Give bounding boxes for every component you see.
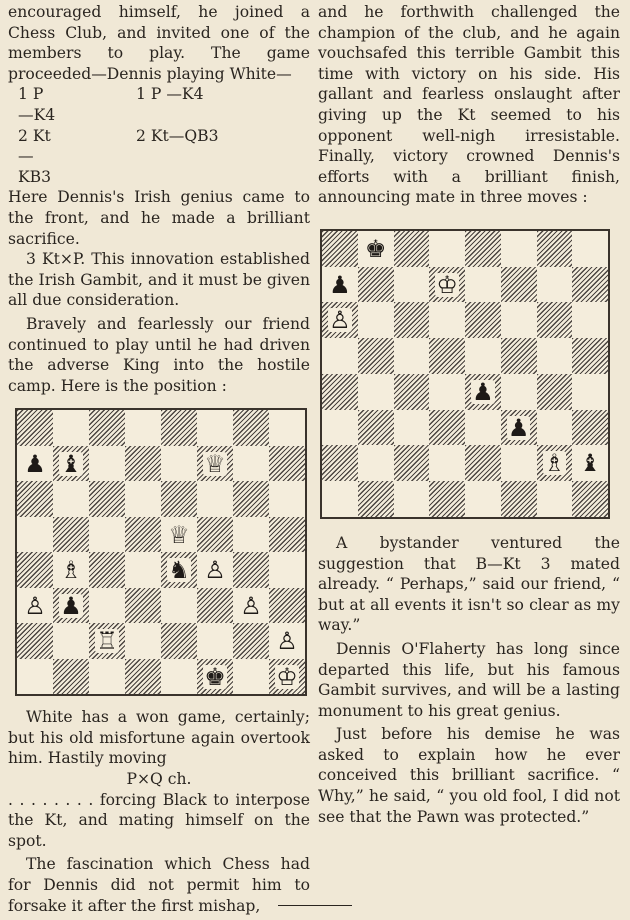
board-square bbox=[358, 302, 394, 338]
board-square bbox=[89, 410, 125, 446]
board-square bbox=[537, 445, 573, 481]
board-square bbox=[394, 267, 430, 303]
black-move-2: 2 Kt—QB3 bbox=[136, 126, 219, 145]
board-square bbox=[269, 410, 305, 446]
board-square bbox=[322, 445, 358, 481]
chess-piece: ♚ bbox=[204, 662, 226, 691]
board-square bbox=[537, 231, 573, 267]
board-square bbox=[537, 410, 573, 446]
white-move-1: 1 P —K4 bbox=[18, 85, 56, 124]
board-square bbox=[233, 410, 269, 446]
board-square bbox=[197, 481, 233, 517]
board-square bbox=[465, 410, 501, 446]
board-square bbox=[394, 410, 430, 446]
board-square bbox=[89, 517, 125, 553]
chess-piece: ♟ bbox=[60, 591, 82, 620]
board-square bbox=[537, 374, 573, 410]
board-square bbox=[89, 481, 125, 517]
chess-piece: ♝ bbox=[60, 449, 82, 478]
chess-piece: ♙ bbox=[329, 306, 351, 335]
board-square bbox=[501, 231, 537, 267]
section-divider bbox=[278, 905, 352, 906]
board-square bbox=[465, 481, 501, 517]
board-square bbox=[358, 267, 394, 303]
board-square bbox=[429, 338, 465, 374]
board-square bbox=[233, 517, 269, 553]
chess-piece: ♞ bbox=[168, 556, 190, 585]
board-square bbox=[89, 623, 125, 659]
board-square bbox=[233, 623, 269, 659]
chess-piece: ♚ bbox=[364, 234, 387, 263]
board-square bbox=[125, 410, 161, 446]
board-square bbox=[17, 659, 53, 695]
board-square bbox=[17, 410, 53, 446]
left-column bbox=[8, 2, 310, 916]
board-square bbox=[429, 231, 465, 267]
board-square bbox=[322, 410, 358, 446]
board-square bbox=[322, 267, 358, 303]
board-square bbox=[358, 410, 394, 446]
board-square bbox=[322, 338, 358, 374]
board-square bbox=[358, 338, 394, 374]
chess-piece: ♖ bbox=[96, 627, 118, 656]
chess-diagram-1 bbox=[15, 408, 307, 696]
paragraph: Bravely and fearlessly our friend continued to play until he had driven the adverse King into the hostile camp. Here is the position : bbox=[8, 314, 310, 395]
board-square bbox=[89, 659, 125, 695]
board-square bbox=[269, 623, 305, 659]
paragraph: and he forthwith challenged the champion of the club, and he again vouchsafed this terrible Gambit this time with victory on his side. His gallant and fearless onslaught after giving up the Kt seemed to his opponent well-nigh irresistable. Finally, victory crowned Dennis's efforts with a brilliant finish, announcing mate in three moves : bbox=[318, 3, 620, 207]
board-square bbox=[429, 481, 465, 517]
chess-piece: ♕ bbox=[168, 520, 190, 549]
chess-piece: ♟ bbox=[507, 413, 530, 442]
board-square bbox=[269, 552, 305, 588]
board-square bbox=[89, 446, 125, 482]
chess-piece: ♔ bbox=[276, 662, 298, 691]
board-square bbox=[572, 410, 608, 446]
board-square bbox=[233, 481, 269, 517]
board-square bbox=[501, 481, 537, 517]
board-square bbox=[17, 446, 53, 482]
board-square bbox=[572, 267, 608, 303]
board-square bbox=[537, 267, 573, 303]
board-square bbox=[358, 445, 394, 481]
board-square bbox=[53, 481, 89, 517]
board-square bbox=[269, 481, 305, 517]
board-square bbox=[17, 623, 53, 659]
board-square bbox=[465, 302, 501, 338]
board-square bbox=[322, 374, 358, 410]
board-square bbox=[269, 446, 305, 482]
board-square bbox=[161, 659, 197, 695]
board-square bbox=[125, 446, 161, 482]
paragraph: The fascination which Chess had for Dennis did not permit him to forsake it after the first mishap, bbox=[8, 855, 310, 915]
board-square bbox=[572, 231, 608, 267]
board-square bbox=[269, 588, 305, 624]
right-column bbox=[318, 2, 620, 827]
board-square bbox=[394, 302, 430, 338]
board-square bbox=[17, 552, 53, 588]
board-square bbox=[572, 374, 608, 410]
board-square bbox=[197, 623, 233, 659]
board-square bbox=[89, 552, 125, 588]
board-square bbox=[537, 481, 573, 517]
board-square bbox=[501, 302, 537, 338]
paragraph: A bystander ventured the suggestion that B—Kt 3 mated already. “ Perhaps,” said our friend, “ but at all events it isn't so clear as my way.” bbox=[318, 533, 620, 635]
black-move-1: 1 P —K4 bbox=[136, 85, 204, 104]
board-square bbox=[53, 623, 89, 659]
chess-piece: ♟ bbox=[329, 270, 351, 299]
chessboard bbox=[322, 231, 608, 517]
board-square bbox=[358, 231, 394, 267]
board-square bbox=[53, 588, 89, 624]
paragraph: Just before his demise he was asked to explain how he ever conceived this brilliant sacrifice. “ Why,” he said, “ you old fool, I did not see that the Pawn was protected.” bbox=[318, 725, 620, 826]
board-square bbox=[394, 481, 430, 517]
board-square bbox=[233, 588, 269, 624]
chess-piece: ♙ bbox=[204, 556, 226, 585]
paragraph: . . . . . . . . forcing Black to interpose the Kt, and mating himself on the spot. bbox=[8, 790, 310, 850]
board-square bbox=[53, 517, 89, 553]
board-square bbox=[53, 446, 89, 482]
board-square bbox=[161, 623, 197, 659]
board-square bbox=[161, 481, 197, 517]
paragraph: White has a won game, certainly; but his old misfortune again overtook him. Hastily moving bbox=[8, 708, 310, 768]
board-square bbox=[572, 338, 608, 374]
board-square bbox=[161, 588, 197, 624]
board-square bbox=[429, 445, 465, 481]
board-square bbox=[358, 481, 394, 517]
board-square bbox=[161, 410, 197, 446]
board-square bbox=[394, 374, 430, 410]
board-square bbox=[322, 302, 358, 338]
opening-moves bbox=[18, 84, 310, 187]
chessboard bbox=[17, 410, 305, 694]
board-square bbox=[465, 231, 501, 267]
board-square bbox=[125, 623, 161, 659]
board-square bbox=[197, 659, 233, 695]
chess-piece: ♗ bbox=[60, 556, 82, 585]
board-square bbox=[572, 481, 608, 517]
board-square bbox=[53, 552, 89, 588]
board-square bbox=[89, 588, 125, 624]
board-square bbox=[269, 517, 305, 553]
board-square bbox=[429, 374, 465, 410]
board-square bbox=[429, 410, 465, 446]
board-square bbox=[161, 446, 197, 482]
chess-piece: ♝ bbox=[579, 449, 601, 478]
board-square bbox=[17, 517, 53, 553]
board-square bbox=[501, 445, 537, 481]
white-move-2: 2 Kt—KB3 bbox=[18, 126, 52, 186]
board-square bbox=[501, 267, 537, 303]
board-square bbox=[429, 267, 465, 303]
chess-piece: ♙ bbox=[276, 627, 298, 656]
chess-piece: ♗ bbox=[543, 449, 566, 478]
board-square bbox=[537, 338, 573, 374]
board-square bbox=[17, 588, 53, 624]
board-square bbox=[17, 481, 53, 517]
board-square bbox=[572, 445, 608, 481]
chess-piece: ♕ bbox=[204, 449, 226, 478]
board-square bbox=[53, 659, 89, 695]
board-square bbox=[358, 374, 394, 410]
move-line: P×Q ch. bbox=[126, 770, 192, 789]
board-square bbox=[53, 410, 89, 446]
board-square bbox=[125, 659, 161, 695]
board-square bbox=[322, 481, 358, 517]
board-square bbox=[394, 231, 430, 267]
board-square bbox=[322, 231, 358, 267]
chess-diagram-2 bbox=[320, 229, 610, 519]
paragraph: encouraged himself, he joined a Chess Club, and invited one of the members to play. The game proceeded—Dennis playing White— bbox=[8, 3, 310, 83]
board-square bbox=[269, 659, 305, 695]
board-square bbox=[501, 374, 537, 410]
board-square bbox=[233, 552, 269, 588]
board-square bbox=[197, 588, 233, 624]
board-square bbox=[125, 517, 161, 553]
board-square bbox=[501, 410, 537, 446]
board-square bbox=[233, 659, 269, 695]
board-square bbox=[197, 552, 233, 588]
chess-piece: ♙ bbox=[24, 591, 46, 620]
board-square bbox=[197, 517, 233, 553]
chess-piece: ♟ bbox=[472, 377, 494, 406]
chess-piece: ♔ bbox=[436, 270, 458, 299]
board-square bbox=[429, 302, 465, 338]
board-square bbox=[233, 446, 269, 482]
board-square bbox=[394, 338, 430, 374]
board-square bbox=[125, 552, 161, 588]
board-square bbox=[161, 517, 197, 553]
paragraph: Dennis O'Flaherty has long since departed this life, but his famous Gambit survives, and will be a lasting monument to his great genius. bbox=[318, 639, 620, 720]
board-square bbox=[465, 374, 501, 410]
paragraph: Here Dennis's Irish genius came to the front, and he made a brilliant sacrifice. bbox=[8, 188, 310, 248]
board-square bbox=[394, 445, 430, 481]
chess-piece: ♟ bbox=[24, 449, 46, 478]
paragraph: 3 Kt×P. This innovation established the Irish Gambit, and it must be given all due consideration. bbox=[8, 250, 310, 310]
board-square bbox=[161, 552, 197, 588]
board-square bbox=[501, 338, 537, 374]
board-square bbox=[572, 302, 608, 338]
board-square bbox=[197, 446, 233, 482]
board-square bbox=[197, 410, 233, 446]
board-square bbox=[537, 302, 573, 338]
board-square bbox=[465, 267, 501, 303]
board-square bbox=[465, 445, 501, 481]
chess-piece: ♙ bbox=[240, 591, 262, 620]
board-square bbox=[125, 588, 161, 624]
board-square bbox=[465, 338, 501, 374]
board-square bbox=[125, 481, 161, 517]
